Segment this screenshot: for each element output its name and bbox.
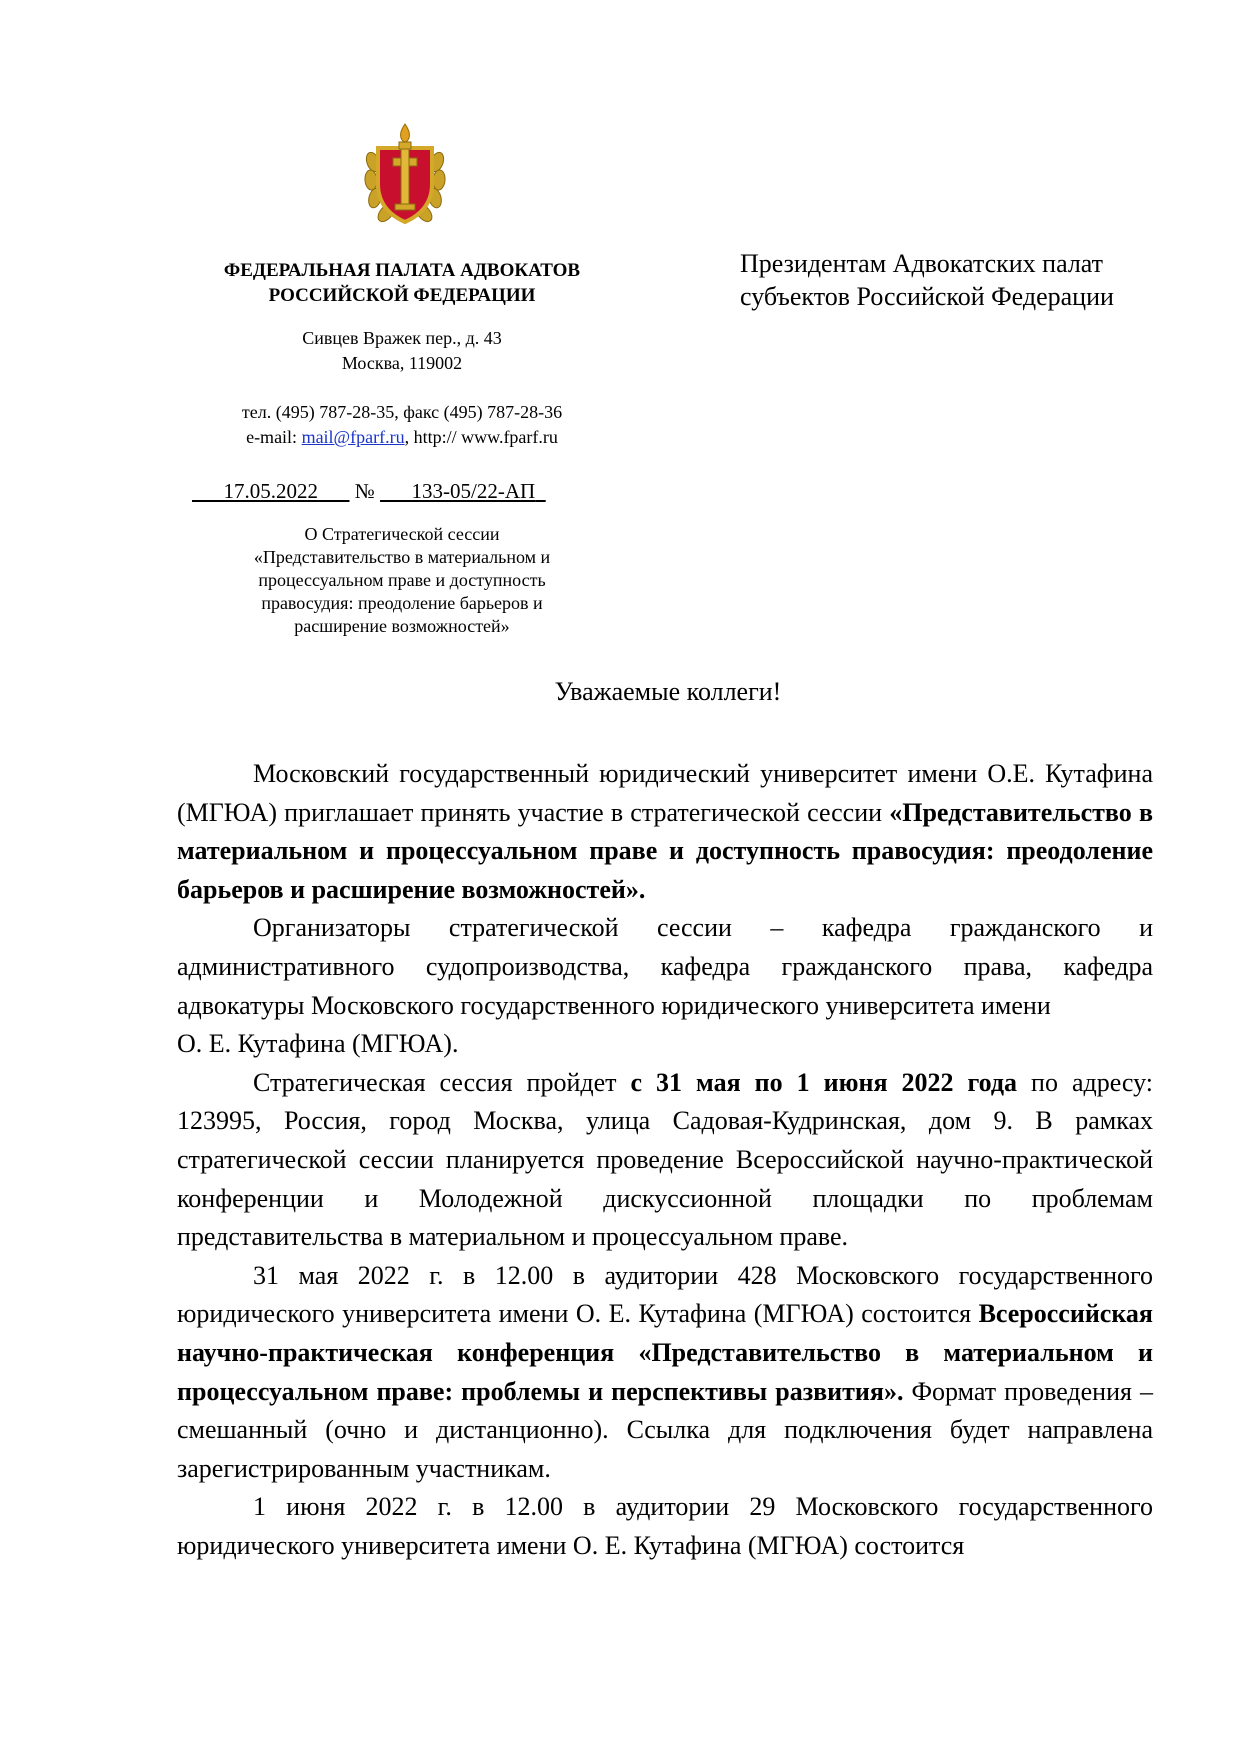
organization-contacts	[170, 400, 634, 450]
paragraph-text: Стратегическая сессия пройдет	[253, 1067, 631, 1097]
subject-line: О Стратегической сессии	[304, 524, 500, 544]
body-paragraph-5: 1 июня 2022 г. в 12.00 в аудитории 29 Московского государственного юридического университета имени О. Е. Кутафина (МГЮА) состоится	[177, 1492, 1153, 1560]
body-paragraph-2: Организаторы стратегической сессии – кафедра гражданского и административного судопроизводства, кафедра гражданского права, кафедра адвокатуры Московского государственного юридического университета имени	[177, 913, 1153, 1020]
address-line1: Сивцев Вражек пер., д. 43	[302, 328, 502, 348]
greeting: Уважаемые коллеги!	[554, 677, 782, 706]
subject-line: процессуальном праве и доступность	[258, 570, 546, 590]
date-field	[192, 479, 350, 503]
org-name-line1: ФЕДЕРАЛЬНАЯ ПАЛАТА АДВОКАТОВ	[223, 260, 581, 281]
recipient-line1: Президентам Адвокатских палат	[740, 249, 1104, 278]
session-title: «Представительство в материальном и процессуальном праве и доступность правосудия: преодоление барьеров и расширение возможностей».	[177, 797, 1153, 904]
body-paragraph-3	[177, 1064, 1153, 1257]
bar-association-emblem-icon	[364, 118, 446, 228]
body-paragraph-2-cont: О. Е. Кутафина (МГЮА).	[177, 1029, 459, 1059]
email-web-line	[170, 425, 634, 450]
recipient-block	[740, 247, 1210, 313]
website-text: , http:// www.fparf.ru	[404, 427, 558, 447]
registration-line	[192, 478, 622, 504]
letter-number: 133-05/22-АП	[411, 479, 536, 503]
organization-name	[180, 258, 624, 308]
subject-line: «Представительство в материальном и	[253, 547, 551, 567]
paragraph-text: по адресу: 123995, Россия, город Москва, улица Садовая-Кудринская, дом 9. В рамках стратегической сессии планируется проведение Всероссийской научно-практической конференции и Молодежной дискуссионной площадки по проблемам представительства в материальном и процессуальном праве.	[177, 1067, 1154, 1252]
paragraph-text: Московский государственный юридический университет имени О.Е. Кутафина (МГЮА) приглашает принять участие в стратегической сессии	[177, 759, 1153, 827]
org-name-line2: РОССИЙСКОЙ ФЕДЕРАЦИИ	[268, 285, 536, 306]
letter-date: 17.05.2022	[223, 479, 318, 503]
number-sign: №	[354, 479, 375, 503]
letter-body	[177, 755, 1153, 1565]
conference-title: Всероссийская научно-практическая конференция «Представительство в материальном и процессуальном праве: проблемы и перспективы развития».	[177, 1299, 1153, 1406]
letter-subject	[196, 523, 608, 638]
number-field	[380, 479, 546, 503]
subject-line: расширение возможностей»	[294, 616, 510, 636]
body-paragraph-1	[177, 755, 1153, 909]
paragraph-text: Формат проведения – смешанный (очно и дистанционно). Ссылка для подключения будет направлена зарегистрированным участникам.	[177, 1376, 1153, 1483]
address-line2: Москва, 119002	[341, 353, 463, 373]
session-dates: с 31 мая по 1 июня 2022 года	[630, 1067, 1018, 1097]
body-paragraph-4	[177, 1257, 1153, 1489]
email-link[interactable]: mail@fparf.ru	[301, 427, 405, 447]
phone-line: тел. (495) 787-28-35, факс (495) 787-28-36	[241, 402, 563, 422]
paragraph-text: 31 мая 2022 г. в 12.00 в аудитории 428 Московского государственного юридического университета имени О. Е. Кутафина (МГЮА) состоится	[177, 1260, 1153, 1329]
recipient-line2: субъектов Российской Федерации	[740, 282, 1114, 311]
subject-line: правосудия: преодоление барьеров и	[261, 593, 543, 613]
organization-address	[180, 326, 624, 376]
email-label: e-mail:	[246, 427, 302, 447]
